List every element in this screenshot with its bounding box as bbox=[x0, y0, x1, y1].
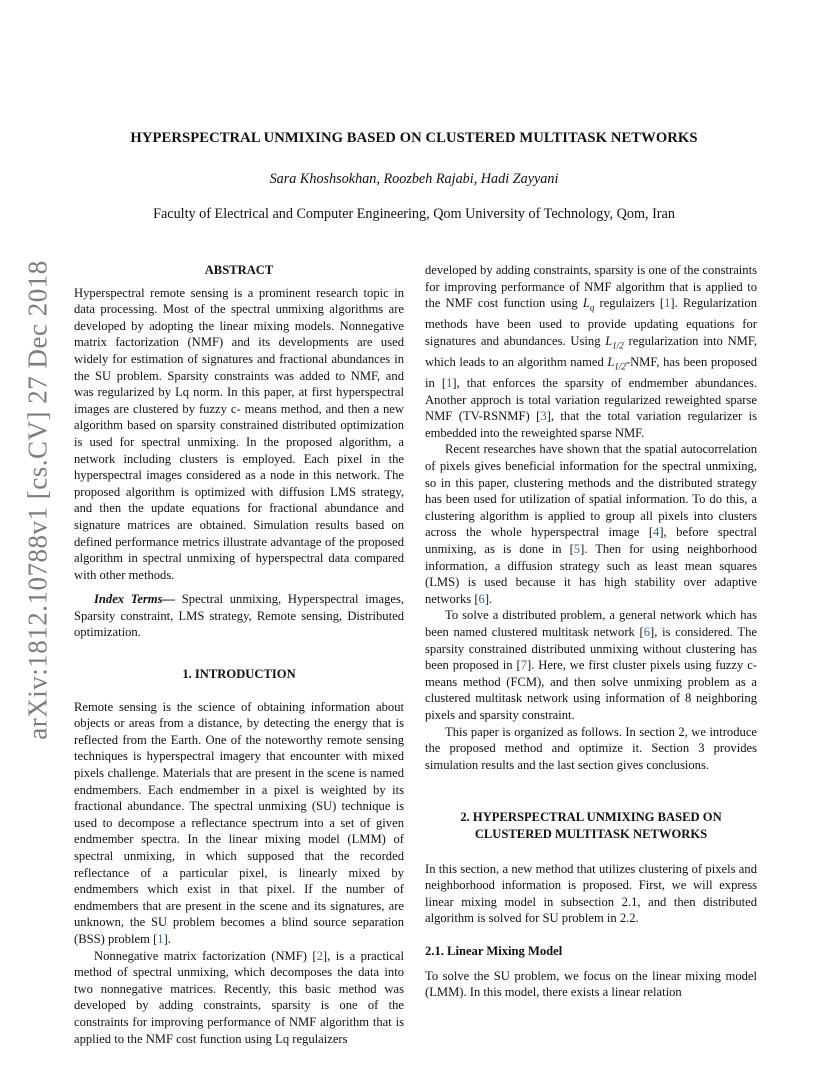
introduction-heading: 1. INTRODUCTION bbox=[182, 667, 296, 682]
intro-paragraph-4 bbox=[425, 607, 757, 723]
citation-link[interactable]: [ 5 ] bbox=[570, 542, 585, 556]
paper-title: HYPERSPECTRAL UNMIXING BASED ON CLUSTERED MULTITASK NETWORKS bbox=[130, 130, 698, 146]
section2-paragraph-2: To solve the SU problem, we focus on the linear mixing model (LMM). In this model, there exists a linear relation bbox=[425, 968, 757, 1000]
arxiv-identifier-text: arXiv:1812.10788v1 [cs.CV] 27 Dec 2018 bbox=[22, 260, 53, 740]
citation-link[interactable]: [ 1 ] bbox=[153, 932, 168, 946]
intro-paragraph-2 bbox=[74, 948, 404, 1048]
intro-paragraph-3 bbox=[425, 441, 757, 607]
citation-link[interactable]: [ 6 ] bbox=[474, 592, 489, 606]
abstract-heading: ABSTRACT bbox=[204, 263, 274, 277]
paper-affiliation: Faculty of Electrical and Computer Engineering, Qom University of Technology, Qom, Iran bbox=[153, 206, 675, 222]
citation-link[interactable]: [ 7 ] bbox=[517, 658, 532, 672]
paper-authors: Sara Khoshsokhan, Roozbeh Rajabi, Hadi Zayyani bbox=[269, 171, 559, 187]
arxiv-identifier bbox=[22, 250, 54, 750]
intro-p4-text-b: , is considered. The sparsity constrained distributed unmixing without clustering has been proposed in bbox=[425, 625, 758, 673]
citation-link[interactable]: [ 2 ] bbox=[312, 949, 327, 963]
citation-link[interactable]: [ 1 ] bbox=[660, 296, 675, 310]
intro-paragraph-2-continued: developed by adding constraints, sparsity is one of the constraints for improving performance of NMF algorithm that is applied to the NMF cost function using $L_q$ regulaizers [ 1 ] . Regularization methods have been used to provide updating equations for signatures and abundances. Using $L_{1/2}$ regularization into NMF, which leads to an algorithm named $L_{1/2}$-NMF, has been proposed in [ 1 ] , that enforces the sparsity of endmember abundances. Another approch is total variation regularized reweighted sparse NMF (TV-RSNMF) [ 3 ] , that the total variation regularizer is embedded into the reweighted sparse NMF. bbox=[425, 262, 757, 441]
index-terms bbox=[74, 591, 404, 641]
index-terms-label: Index Terms— bbox=[94, 592, 176, 607]
intro-p1-text: Remote sensing is the science of obtaining information about objects or areas from a distance, by detecting the energy that is reflected from the Earth. One of the noteworthy remote sensing techniques is hyperspectral imagery that encounter with mixed pixels challenge. Materials that are present in the scene is named endmembers. Each endmember in a pixel is weighted by its fractional abundance. The spectral unmixing (SU) technique is used to decompose a reflectance spectrum into a set of given endmember spectra. In the linear mixing model (LMM) of spectral unmixing, in which supposed that the recorded reflectance of a particular pixel, is linearly mixed by endmembers which exist in that pixel. If the number of endmembers that are present in the scene and its signatures, are unknown, the SU problem becomes a blind source separation (BSS) problem bbox=[74, 699, 404, 946]
citation-link[interactable]: [ 1 ] bbox=[442, 376, 457, 390]
intro-p1-end: . bbox=[167, 931, 171, 946]
section2-heading bbox=[425, 809, 757, 842]
citation-link[interactable]: [ 4 ] bbox=[649, 525, 664, 539]
intro-p3-text-a: Recent researches have shown that the spatial autocorrelation of pixels gives beneficial information for the spectral unmixing, so in this paper, clustering methods and the distributed strategy has been used for utilization of spatial information. To do this, a clustering algorithm is applied to group all pixels into clusters across the whole hyperspectral image bbox=[425, 442, 757, 540]
citation-link[interactable]: [ 3 ] bbox=[536, 409, 551, 423]
intro-p4-text-c: . Here, we first cluster pixels using fuzzy c- means method (FCM), and then solve unmixing problem as a clustered multitask network using information of 8 neighboring pixels and sparsity constraint. bbox=[425, 658, 757, 722]
intro-p4-text-a: To solve a distributed problem, a general network which has been named clustered multitask network bbox=[425, 608, 757, 640]
intro-p2-text-a: Nonnegative matrix factorization (NMF) bbox=[94, 948, 313, 963]
intro-p3-text-b: , before spectral unmixing, as is done in bbox=[425, 525, 758, 557]
section2-heading-line1: 2. HYPERSPECTRAL UNMIXING BASED ON bbox=[460, 810, 722, 825]
intro-p2-text-b: , is a practical method of spectral unmixing, which decomposes the data into two nonnegative matrices. Recently, this basic method was developed by adding constraints, sparsity is one of the constraints for improving performance of NMF algorithm that is applied to the NMF cost function using Lq regulaizers bbox=[74, 948, 404, 1046]
abstract-text: Hyperspectral remote sensing is a prominent research topic in data processing. Most of the spectral unmixing algorithms are developed by adopting the linear mixing models. Nonnegative matrix factorization (NMF) and its developments are used widely for estimation of signatures and fractional abundances in the SU problem. Sparsity constraints was added to NMF, and was regularized by Lq norm. In this paper, at first hyperspectral images are clustered by fuzzy c- means method, and then a new algorithm based on sparsity constrained distributed optimization is used for spectral unmixing. In the proposed algorithm, a network including clusters is employed. Each pixel in the hyperspectral images considered as a node in this network. The proposed algorithm is optimized with diffusion LMS strategy, and then the update equations for fractional abundance and signature matrices are obtained. Simulation results based on defined performance metrics illustrate advantage of the proposed algorithm in spectral unmixing of hyperspectral data compared with other methods. bbox=[74, 285, 404, 582]
section2-paragraph-1: In this section, a new method that utilizes clustering of pixels and neighborhood information is proposed. First, we will express linear mixing model in subsection 2.1, and then distributed algorithm is solved for SU problem in 2.2. bbox=[425, 861, 757, 926]
citation-link[interactable]: [ 6 ] bbox=[640, 625, 655, 639]
subsection-2-1-heading: 2.1. Linear Mixing Model bbox=[425, 943, 563, 958]
left-column bbox=[74, 262, 404, 1047]
index-terms-text: Spectral unmixing, Hyperspectral images, Sparsity constraint, LMS strategy, Remote sensing, Distributed optimization. bbox=[74, 592, 405, 640]
intro-p3-text-c: . Then for using neighborhood information, a diffusion strategy such as least mean squares (LMS) is used because it has high stability over adaptive networks bbox=[425, 542, 757, 606]
section2-heading-line2: CLUSTERED MULTITASK NETWORKS bbox=[474, 826, 708, 841]
right-column bbox=[425, 262, 757, 1001]
intro-p3-text-d: . bbox=[489, 591, 493, 606]
intro-paragraph-5: This paper is organized as follows. In section 2, we introduce the proposed method and optimize it. Section 3 provides simulation results and the last section gives conclusions. bbox=[425, 724, 757, 772]
intro-paragraph-1 bbox=[74, 699, 404, 948]
